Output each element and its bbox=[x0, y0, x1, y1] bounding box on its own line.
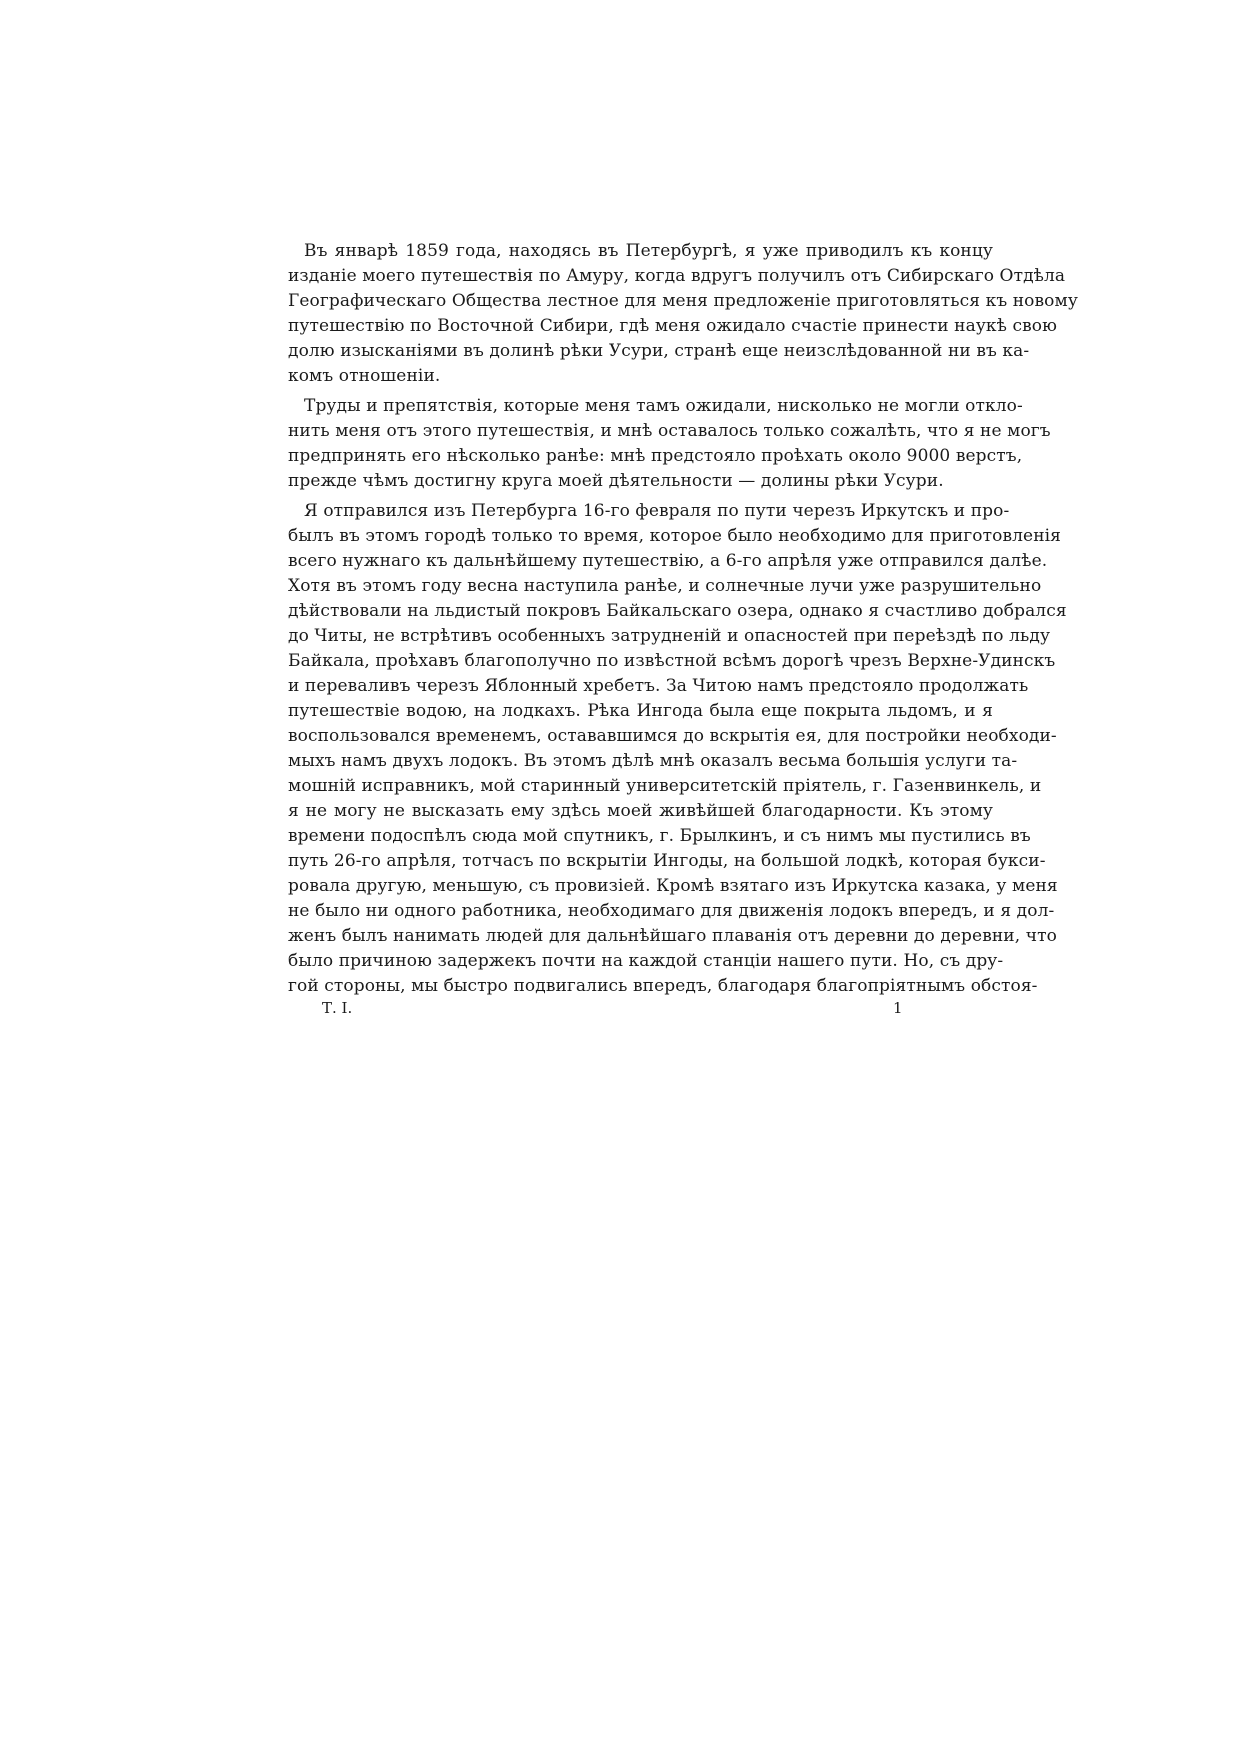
text-line: не было ни одного работника, необходимаго для движенія лодокъ впередъ, и я дол- bbox=[288, 901, 1055, 921]
text-line: путь 26-го апрѣля, тотчасъ по вскрытіи Ингоды, на большой лодкѣ, которая букси- bbox=[288, 851, 1046, 871]
text-line: Я отправился изъ Петербурга 16-го февраля по пути черезъ Иркутскъ и про- bbox=[304, 501, 1010, 521]
text-line: времени подоспѣлъ сюда мой спутникъ, г. Брылкинъ, и съ нимъ мы пустились въ bbox=[288, 826, 1031, 846]
text-line: путешествіе водою, на лодкахъ. Рѣка Ингода была еще покрыта льдомъ, и я bbox=[288, 701, 993, 721]
text-line: Хотя въ этомъ году весна наступила ранѣе, и солнечные лучи уже разрушительно bbox=[288, 576, 1042, 596]
paragraph bbox=[288, 394, 1051, 494]
text-line: я не могу не высказать ему здѣсь моей живѣйшей благодарности. Къ этому bbox=[288, 801, 993, 821]
text-line: Географическаго Общества лестное для меня предложеніе приготовляться къ новому bbox=[288, 291, 1078, 311]
text-line: гой стороны, мы быстро подвигались впередъ, благодаря благопріятнымъ обстоя- bbox=[288, 976, 1038, 996]
text-line: нить меня отъ этого путешествія, и мнѣ оставалось только сожалѣть, что я не могъ bbox=[288, 421, 1051, 441]
text-line: путешествію по Восточной Сибири, гдѣ меня ожидало счастіе принести наукѣ свою bbox=[288, 316, 1058, 336]
text-line: женъ былъ нанимать людей для дальнѣйшаго плаванія отъ деревни до деревни, что bbox=[288, 926, 1057, 946]
text-line: Труды и препятствія, которые меня тамъ ожидали, нисколько не могли откло- bbox=[304, 396, 1023, 416]
text-line: долю изысканіями въ долинѣ рѣки Усури, странѣ еще неизслѣдованной ни въ ка- bbox=[288, 341, 1030, 361]
text-line: мошній исправникъ, мой старинный университетскій пріятель, г. Газенвинкель, и bbox=[288, 776, 1042, 796]
text-line: комъ отношеніи. bbox=[288, 366, 441, 386]
body-text bbox=[288, 239, 1078, 1004]
volume-signature: Т. I. bbox=[322, 999, 353, 1017]
text-line: всего нужнаго къ дальнѣйшему путешествію, а 6-го апрѣля уже отправился далѣе. bbox=[288, 551, 1048, 571]
text-line: Въ январѣ 1859 года, находясь въ Петербургѣ, я уже приводилъ къ концу bbox=[304, 241, 993, 261]
text-line: предпринять его нѣсколько ранѣе: мнѣ предстояло проѣхать около 9000 верстъ, bbox=[288, 446, 1023, 466]
text-line: до Читы, не встрѣтивъ особенныхъ затрудненій и опасностей при переѣздѣ по льду bbox=[288, 626, 1051, 646]
text-line: прежде чѣмъ достигну круга моей дѣятельности — долины рѣки Усури. bbox=[288, 471, 944, 491]
text-line: ровала другую, меньшую, съ провизіей. Кромѣ взятаго изъ Иркутска казака, у меня bbox=[288, 876, 1058, 896]
text-line: мыхъ намъ двухъ лодокъ. Въ этомъ дѣлѣ мнѣ оказалъ весьма большія услуги та- bbox=[288, 751, 1018, 771]
page-number: 1 bbox=[893, 999, 903, 1017]
text-line: Байкала, проѣхавъ благополучно по извѣстной всѣмъ дорогѣ чрезъ Верхне-Удинскъ bbox=[288, 651, 1056, 671]
text-line: дѣйствовали на льдистый покровъ Байкальскаго озера, однако я счастливо добрался bbox=[288, 601, 1067, 621]
paragraph bbox=[288, 499, 1067, 999]
text-line: и переваливъ черезъ Яблонный хребетъ. За Читою намъ предстояло продолжать bbox=[288, 676, 1029, 696]
paragraph bbox=[288, 239, 1078, 389]
text-line: былъ въ этомъ городѣ только то время, которое было необходимо для приготовленія bbox=[288, 526, 1061, 546]
text-line: было причиною задержекъ почти на каждой станціи нашего пути. Но, съ дру- bbox=[288, 951, 1004, 971]
text-line: изданіе моего путешествія по Амуру, когда вдругъ получилъ отъ Сибирскаго Отдѣла bbox=[288, 266, 1066, 286]
text-line: воспользовался временемъ, остававшимся до вскрытія ея, для постройки необходи- bbox=[288, 726, 1057, 746]
page-footer bbox=[322, 996, 922, 1020]
